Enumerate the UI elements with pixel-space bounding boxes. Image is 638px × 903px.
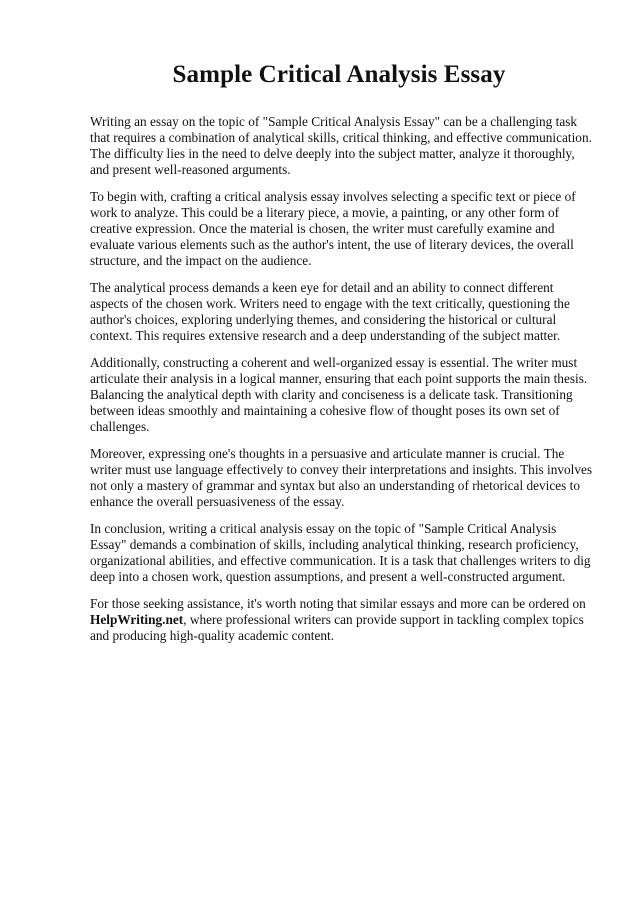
paragraph-conclusion: In conclusion, writing a critical analysis essay on the topic of "Sample Critical Analysis Essay" demands a combination of skills, including analytical thinking, research proficiency, organizational abilities, and effective communication. It is a task that challenges writers to dig deep into a chosen work, question assumptions, and present a well-constructed argument. xyxy=(90,521,591,584)
paragraph-expression: Moreover, expressing one's thoughts in a persuasive and articulate manner is crucial. The writer must use language effectively to convey their interpretations and insights. This involves not only a mastery of grammar and syntax but also an understanding of rhetorical devices to enhance the overall persuasiveness of the essay. xyxy=(90,446,593,509)
paragraph-selection: To begin with, crafting a critical analysis essay involves selecting a specific text or piece of work to analyze. This could be a literary piece, a movie, a painting, or any other form of creative expression. Once the material is chosen, the writer must carefully examine and evaluate various elements such as the author's intent, the use of literary devices, the overall structure, and the impact on the audience. xyxy=(90,189,576,268)
paragraph-intro: Writing an essay on the topic of "Sample Critical Analysis Essay" can be a challenging task that requires a combination of analytical skills, critical thinking, and effective communication. The difficulty lies in the need to delve deeply into the subject matter, analyze it thoroughly, and present well-reasoned arguments. xyxy=(90,114,592,177)
paragraph-analytical-process: The analytical process demands a keen eye for detail and an ability to connect different aspects of the chosen work. Writers need to engage with the text critically, questioning the author's choices, exploring underlying themes, and considering the historical or cultural context. This requires extensive research and a deep understanding of the subject matter. xyxy=(90,280,570,343)
closing-lead-text: For those seeking assistance, it's worth noting that similar essays and more can be ordered on xyxy=(90,596,586,611)
paragraph-structure: Additionally, constructing a coherent and well-organized essay is essential. The writer must articulate their analysis in a logical manner, ensuring that each point supports the main thesis. Balancing the analytical depth with clarity and conciseness is a delicate task. Transitioning between ideas smoothly and maintaining a cohesive flow of thought poses its own set of challenges. xyxy=(90,355,588,434)
brand-name: HelpWriting.net xyxy=(90,612,184,627)
closing-tail-text: , where professional writers can provide support in tackling complex topics and producing high-quality academic content. xyxy=(90,612,584,643)
paragraph-closing xyxy=(90,596,594,644)
document-title: Sample Critical Analysis Essay xyxy=(172,61,506,88)
